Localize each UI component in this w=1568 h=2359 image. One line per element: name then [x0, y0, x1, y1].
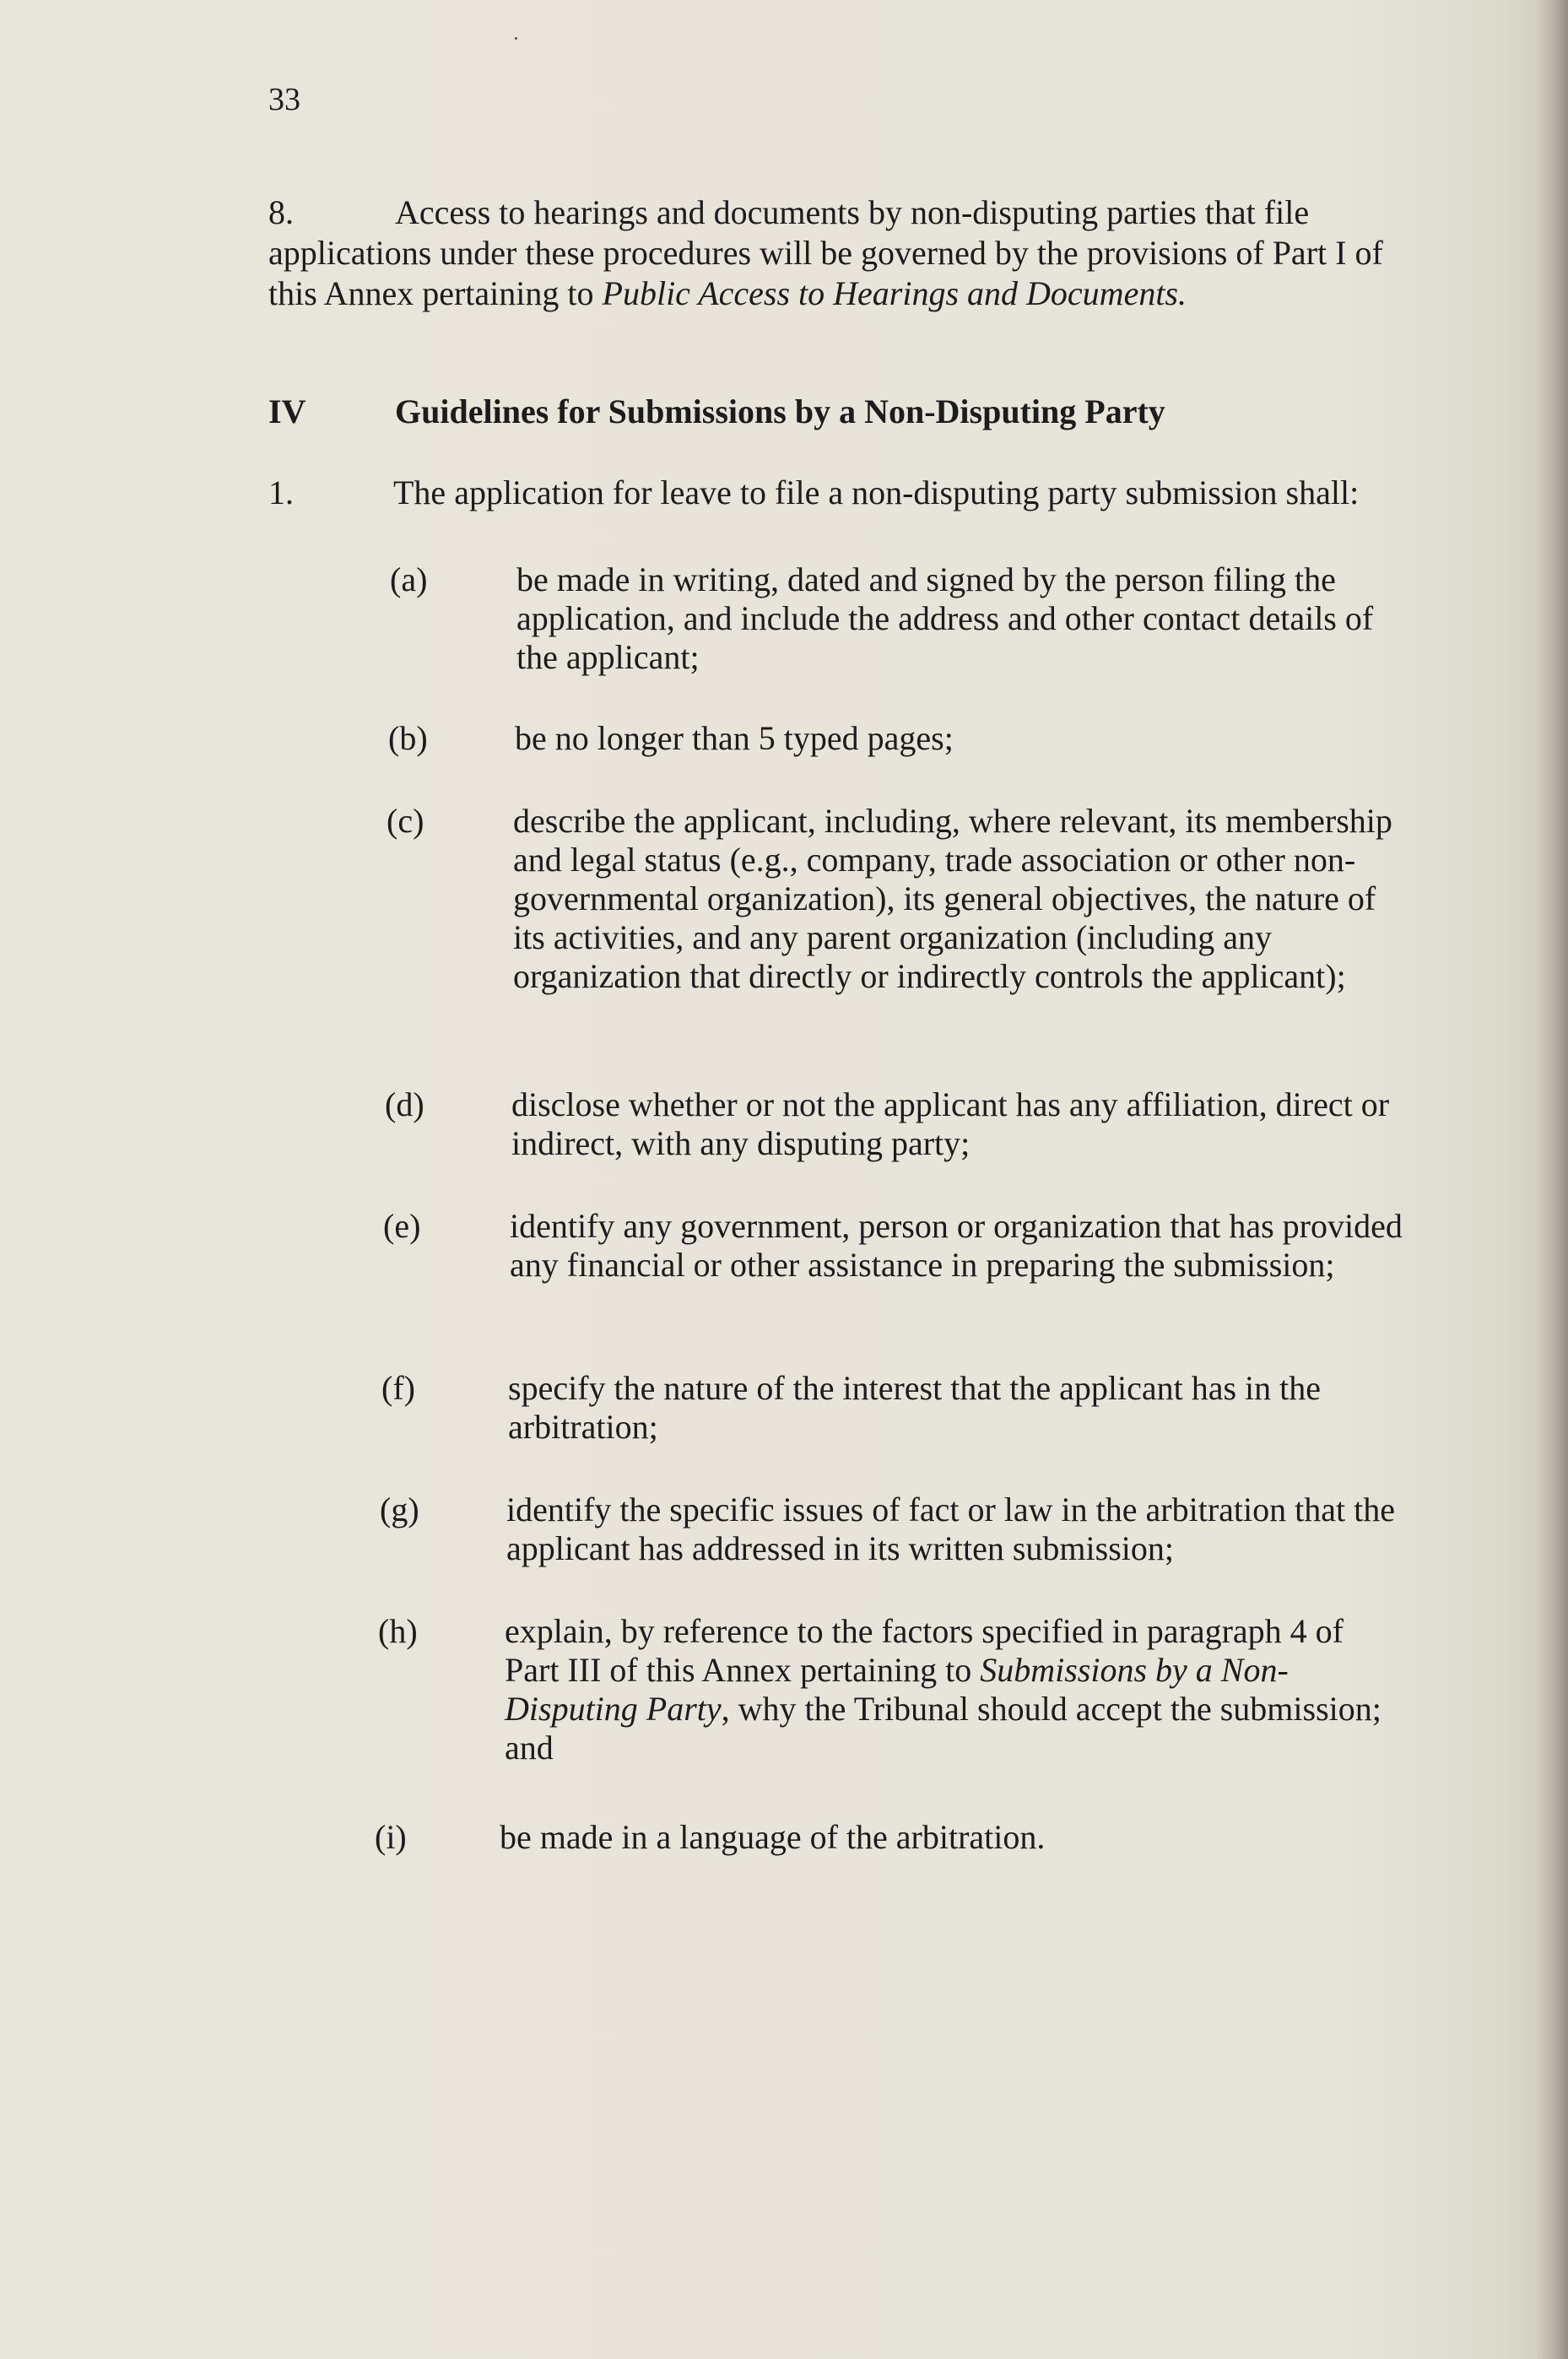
paragraph-8 — [268, 192, 1416, 314]
subitem-letter: (b) — [388, 719, 428, 757]
subitem-text: specify the nature of the interest that the applicant has in the arbitration; — [508, 1369, 1321, 1446]
subitem-text-after: , why the Tribunal should accept the submission; and — [505, 1690, 1381, 1767]
subitem-letter: (d) — [385, 1085, 424, 1123]
subitem-text — [505, 1612, 1399, 1767]
subitem-text: identify any government, person or organization that has provided any financial or other assistance in preparing the submission; — [510, 1207, 1403, 1284]
item-number: 1. — [268, 473, 294, 511]
subitem-text: be made in a language of the arbitration. — [500, 1818, 1046, 1856]
subitem-letter: (g) — [380, 1491, 419, 1528]
subitem-letter: (h) — [378, 1612, 418, 1650]
item-text: The application for leave to file a non-disputing party submission shall: — [393, 473, 1360, 511]
paragraph-text: Access to hearings and documents by non-disputing parties that file applications under these procedures will be governed by the provisions of Part I of this Annex pertaining to — [268, 193, 1383, 312]
subitem-italic-reference: Submissions by a Non-Disputing Party — [505, 1651, 1289, 1728]
subitem-text: disclose whether or not the applicant has any affiliation, direct or indirect, with any disputing party; — [511, 1085, 1390, 1162]
page-edge-shadow — [1536, 0, 1568, 2359]
page-number: 33 — [268, 82, 300, 117]
subitem-letter: (e) — [383, 1207, 421, 1245]
section-heading — [268, 392, 1165, 431]
section-title: Guidelines for Submissions by a Non-Disputing Party — [395, 392, 1165, 430]
subitem-letter: (i) — [375, 1818, 407, 1856]
paper-speck — [515, 37, 517, 40]
subitem-letter: (f) — [381, 1369, 415, 1407]
subitem-letter: (a) — [390, 560, 428, 598]
item-1 — [268, 473, 1359, 512]
section-roman-numeral: IV — [268, 392, 306, 430]
paragraph-number: 8. — [268, 193, 294, 231]
subitem-text: describe the applicant, including, where relevant, its membership and legal status (e.g., company, trade association or other non-governmental organization), its general objectives, the nature of its activities, and any parent organization (including any organization that directly or indirectly controls the applicant); — [513, 802, 1392, 995]
subitem-text: be no longer than 5 typed pages; — [515, 719, 954, 757]
paragraph-italic-reference: Public Access to Hearings and Documents. — [602, 274, 1187, 312]
subitem-letter: (c) — [387, 802, 424, 840]
subitem-text: identify the specific issues of fact or law in the arbitration that the applicant has addressed in its written submission; — [506, 1491, 1395, 1567]
subitem-text-before: explain, by reference to the factors specified in paragraph 4 of Part III of this Annex pertaining to — [505, 1612, 1344, 1689]
subitem-text: be made in writing, dated and signed by the person filing the application, and include the address and other contact details of the applicant; — [516, 560, 1374, 676]
